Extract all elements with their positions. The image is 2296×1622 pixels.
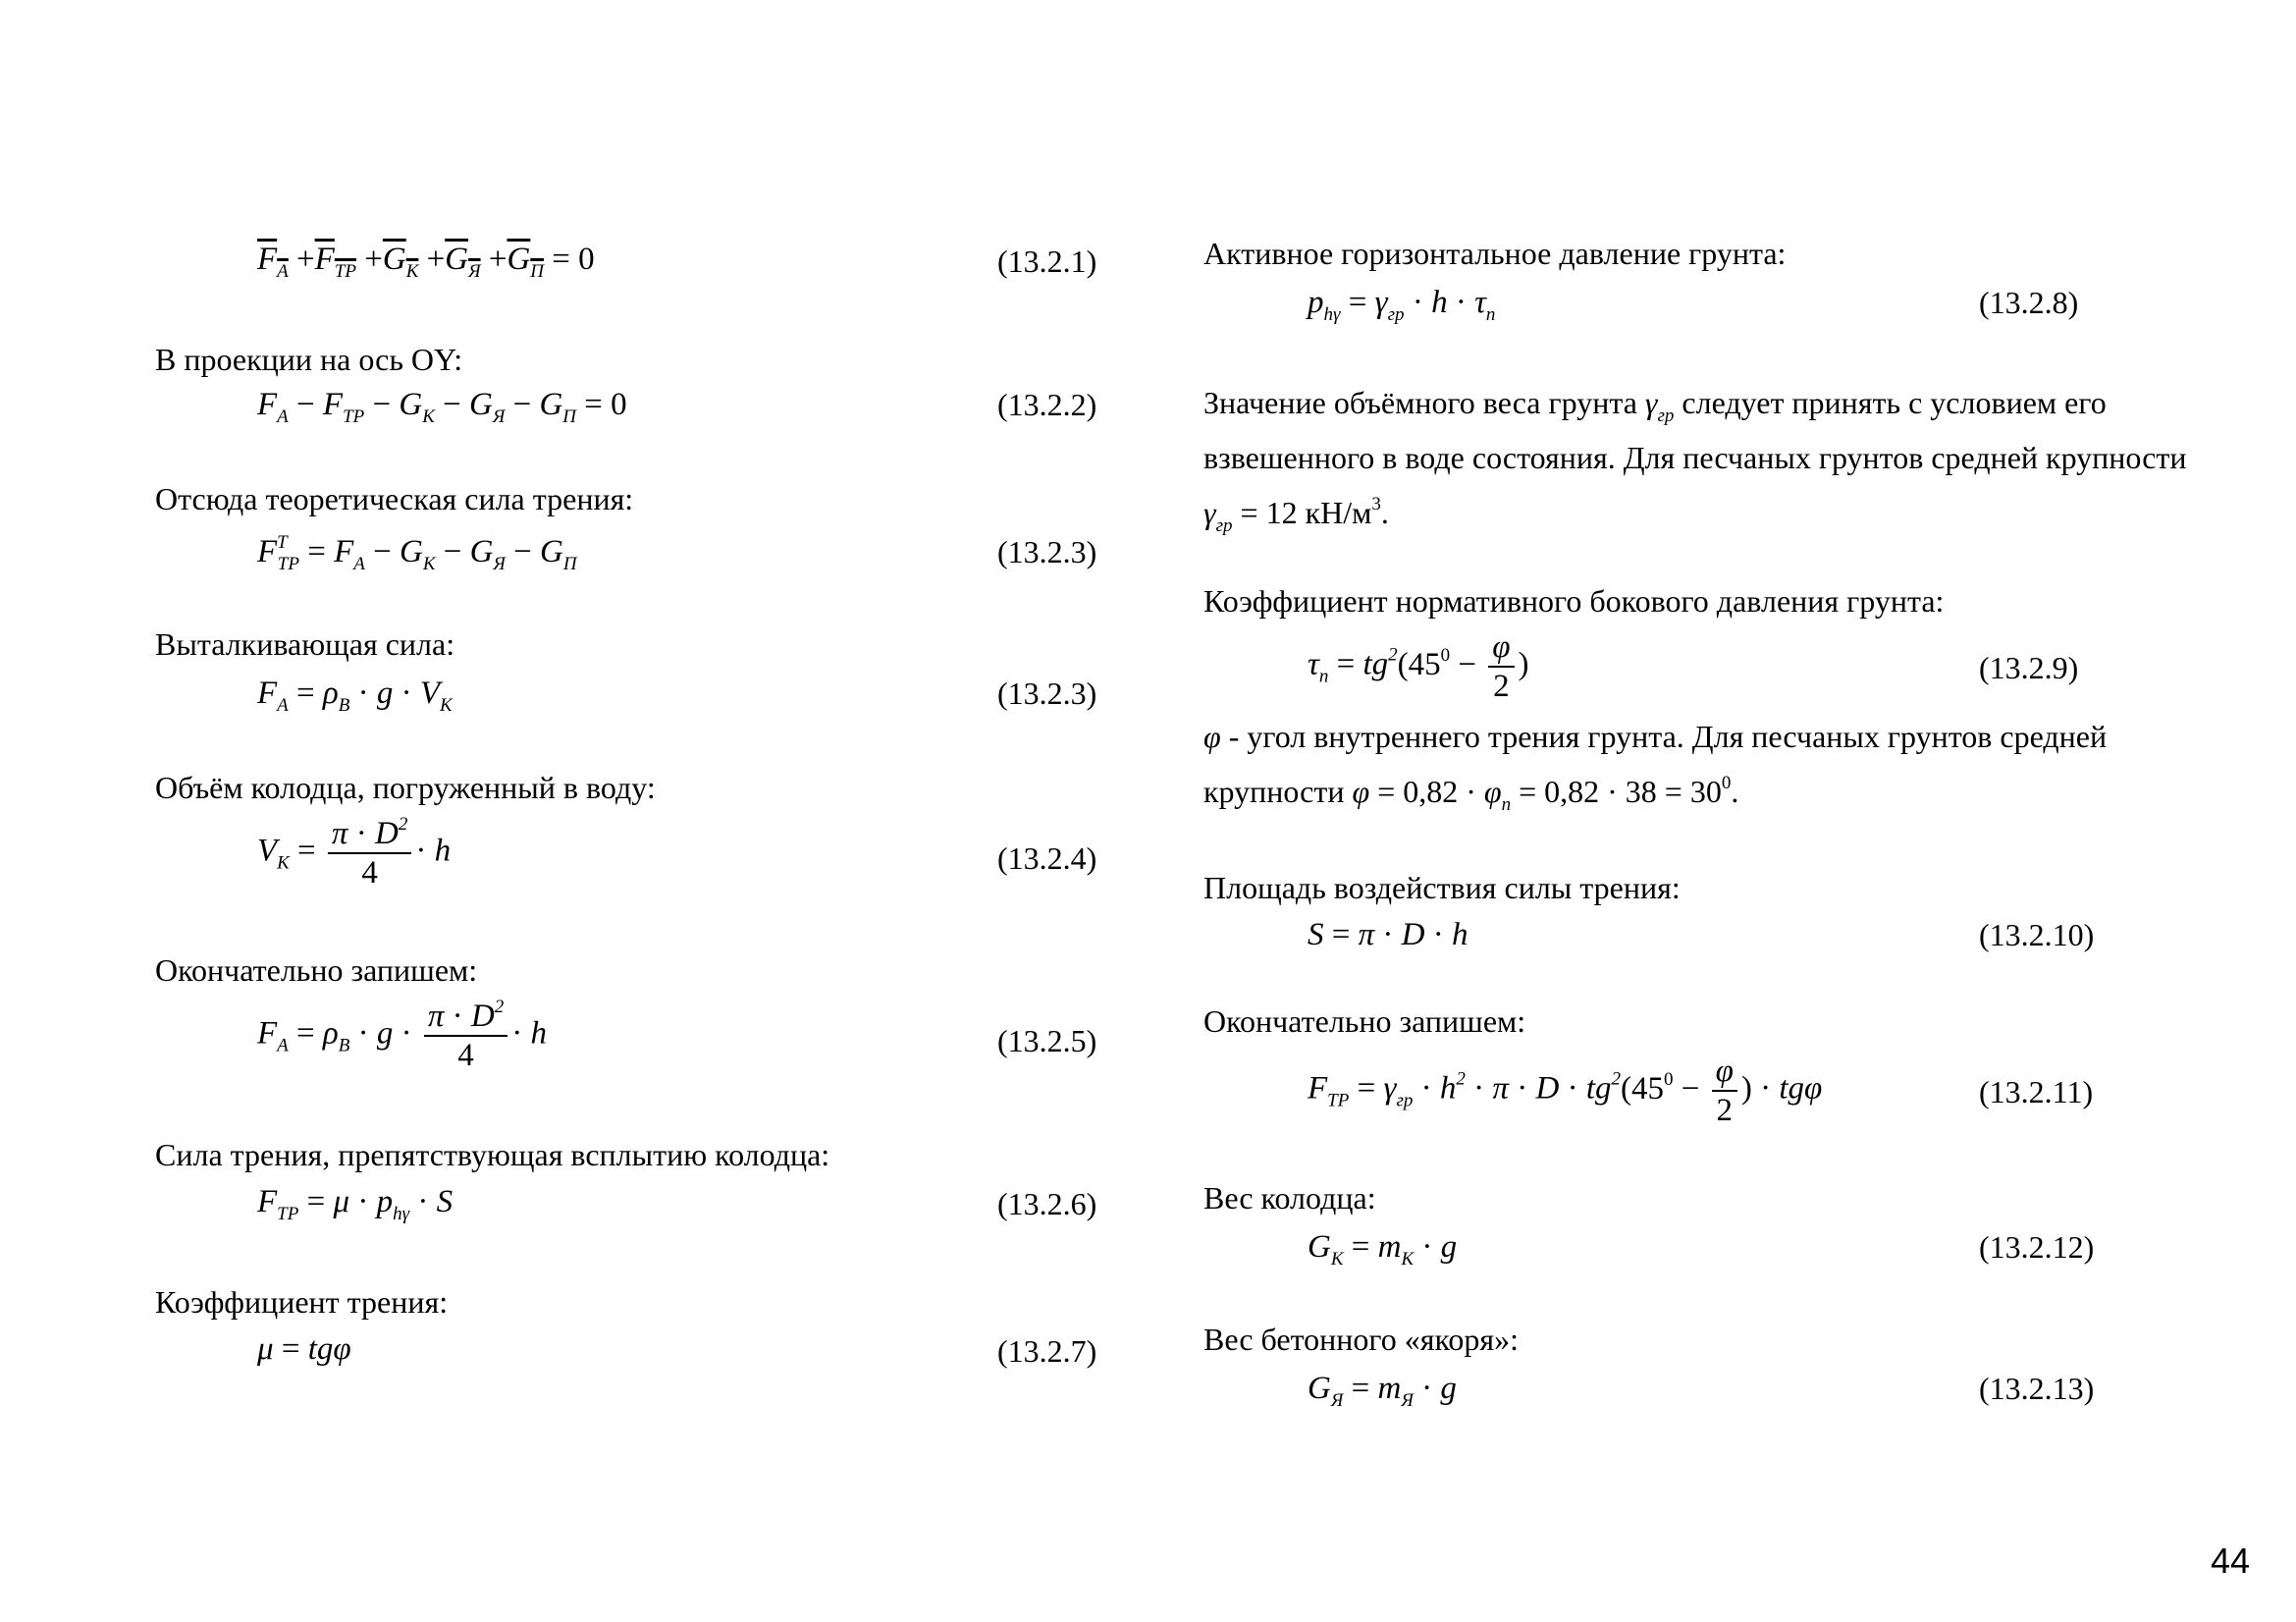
equation-13-2-6: $F_{ТР} = \mu \cdot p_{h\gamma} \cdot S$ [257, 1184, 454, 1224]
equation-number: (13.2.5) [997, 1023, 1097, 1058]
text-finally-left: Окончательно запишем: [155, 952, 478, 988]
equation-13-2-11: $F_{ТР} = \gamma_{гр} \cdot h^2 \cdot \pi \cdot D \cdot tg^2(45^0$ − $\frac{\varphi}{2}$ ) · tgφ [1308, 1054, 1823, 1128]
text-well-weight: Вес колодца: [1203, 1180, 1376, 1216]
equation-number: (13.2.2) [997, 387, 1097, 422]
equation-number: (13.2.8) [1979, 285, 2079, 320]
paragraph-soil-weight [1203, 375, 2195, 540]
equation-number: (13.2.9) [1979, 650, 2079, 685]
equation-13-2-1: $F_A +F_{ТР} +G_К +G_Я +G_П = 0$ [257, 242, 595, 282]
text-friction-force: Сила трения, препятствующая всплытию колодца: [155, 1137, 830, 1172]
page-number: 44 [2211, 1541, 2251, 1581]
equation-number: (13.2.4) [997, 840, 1097, 876]
equation-number: (13.2.1) [997, 243, 1097, 279]
gamma-symbol: $\gamma_{гр}$ [1644, 385, 1675, 426]
equation-number: (13.2.3) [997, 534, 1097, 569]
equation-13-2-9: $\tau_n = tg^2(45^0$ − $\frac{\varphi}{2}$ ) [1308, 629, 1529, 704]
text-volume: Объём колодца, погруженный в воду: [155, 770, 656, 805]
phi-symbol: φ [1203, 719, 1221, 754]
equation-number: (13.2.12) [1979, 1229, 2095, 1265]
equation-number: (13.2.7) [997, 1333, 1097, 1369]
equation-number: (13.2.13) [1979, 1371, 2095, 1406]
text-active-pressure: Активное горизонтальное давление грунта: [1203, 236, 1787, 271]
text-friction-coefficient: Коэффициент трения: [155, 1284, 449, 1320]
paragraph-text: - угол внутреннего трения грунта. Для песчаных грунтов средней крупности [1203, 719, 2108, 809]
text-friction-area: Площадь воздействия силы трения: [1203, 870, 1681, 905]
phi-formula: $\varphi = 0,82 \cdot \varphi_n = 0,82 \cdot 38 = 30^0$ [1352, 773, 1732, 815]
paragraph-text: . [1731, 774, 1739, 809]
equation-13-2-2: $F_A - F_{ТР} - G_К - G_Я - G_П = 0$ [257, 387, 627, 427]
paragraph-text: следует принять с условием его взвешенного в воде состояния. Для песчаных грунтов средней крупности [1203, 385, 2187, 475]
equation-13-2-5: $F_A = \rho_В \cdot g$ · $\frac{\pi \cdot D^2}{4}$ · h [257, 997, 547, 1073]
gamma-symbol: $\gamma_{гр}$ [1203, 495, 1233, 536]
equation-13-2-7: μ = tgφ [257, 1331, 351, 1367]
equation-13-2-3b: $F_A = \rho_В \cdot g \cdot V_К$ [257, 676, 453, 716]
text-buoyancy: Выталкивающая сила: [155, 626, 455, 662]
exponent: 3 [1371, 494, 1381, 514]
text-lateral-pressure: Коэффициент нормативного бокового давления грунта: [1203, 583, 1945, 619]
text-finally-right: Окончательно запишем: [1203, 1003, 1526, 1039]
paragraph-text: . [1380, 495, 1389, 530]
paragraph-friction-angle [1203, 709, 2195, 819]
equation-13-2-8: $p_{h\gamma} = \gamma_{гр} \cdot h \cdot \tau_n$ [1308, 285, 1496, 325]
equation-number: (13.2.3) [997, 676, 1097, 711]
text-theoretical-friction: Отсюда теоретическая сила трения: [155, 481, 634, 516]
text-anchor-weight: Вес бетонного «якоря»: [1203, 1322, 1519, 1357]
equation-13-2-10: S = π · D · h [1308, 917, 1468, 952]
equation-13-2-4: $V_К$ = $\frac{\pi \cdot D^2}{4}$ · h [257, 814, 452, 891]
equation-number: (13.2.6) [997, 1186, 1097, 1221]
equation-number: (13.2.10) [1979, 917, 2095, 952]
equation-13-2-3: $F^T_{ТР} = F_A - G_К - G_Я - G_П$ [257, 532, 577, 574]
equation-13-2-12: $G_К = m_К \cdot g$ [1308, 1229, 1458, 1270]
equation-13-2-13: $G_Я = m_Я \cdot g$ [1308, 1371, 1457, 1411]
paragraph-text: = 12 кН/м [1240, 495, 1372, 530]
paragraph-text: Значение объёмного веса грунта [1203, 385, 1637, 420]
equation-number: (13.2.11) [1979, 1074, 2094, 1109]
text-projection: В проекции на ось OY: [155, 342, 463, 377]
